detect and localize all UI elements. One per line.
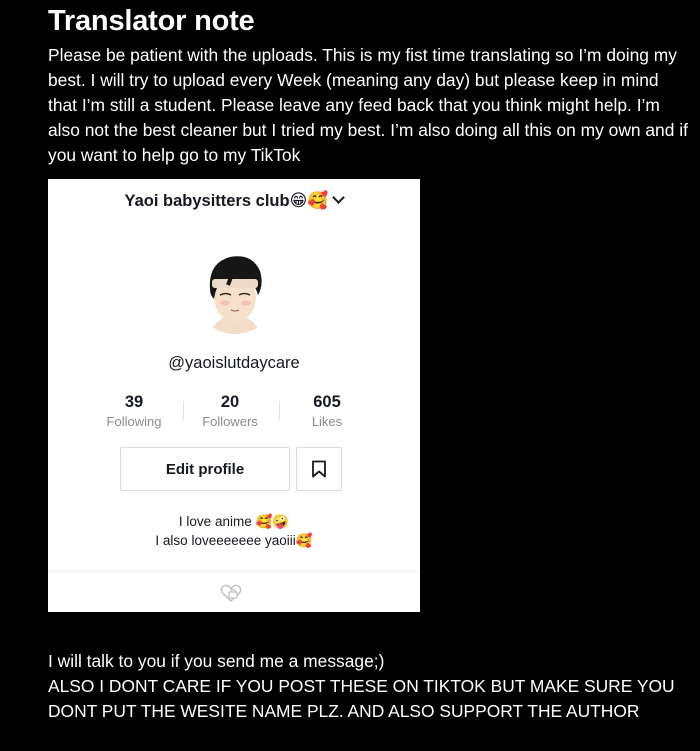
profile-header-name: Yaoi babysitters club [124, 192, 290, 210]
stat-followers[interactable] [180, 392, 280, 431]
bio-line: I also loveeeeeee yaoiii🥰 [155, 533, 313, 548]
bio-line: I love anime 🥰🤪 [178, 514, 290, 529]
stat-label: Followers [202, 414, 258, 429]
stat-label: Following [106, 414, 162, 429]
avatar[interactable] [194, 245, 276, 341]
stat-label: Likes [311, 414, 343, 429]
footer-note [48, 649, 688, 724]
profile-username: @yaoislutdaycare [168, 354, 300, 372]
stat-value: 605 [313, 393, 341, 411]
bookmark-button[interactable] [296, 447, 342, 491]
footer-line: DONT PUT THE WESITE NAME PLZ. AND ALSO SUPPORT THE AUTHOR [48, 701, 640, 721]
chevron-down-icon[interactable] [333, 191, 346, 204]
profile-header-emojis: 😁🥰 [289, 191, 329, 210]
note-body: Please be patient with the uploads. This is my fist time translating so I’m doing my best. I will try to upload every Week (meaning any day) but please keep in mind that I’m still a student. Please leave any feed back that you think might help. I’m also not the best cleaner but I tried my best. I’m also doing all this on my own and if you want to help go to my TikTok [48, 45, 688, 165]
liked-heart-icon[interactable] [220, 583, 242, 603]
stat-value: 39 [124, 393, 144, 411]
profile-account-switcher[interactable] [48, 191, 420, 211]
bookmark-icon [311, 460, 327, 478]
stat-likes[interactable] [277, 392, 377, 431]
edit-profile-button[interactable]: Edit profile [120, 447, 290, 491]
note-title: Translator note [48, 5, 255, 37]
footer-line: I will talk to you if you send me a message;) [48, 651, 385, 671]
tiktok-profile-screenshot [48, 179, 420, 612]
divider [48, 571, 420, 572]
stat-following[interactable] [84, 392, 184, 431]
stat-value: 20 [220, 393, 240, 411]
footer-line: ALSO I DONT CARE IF YOU POST THESE ON TIKTOK BUT MAKE SURE YOU [48, 676, 675, 696]
